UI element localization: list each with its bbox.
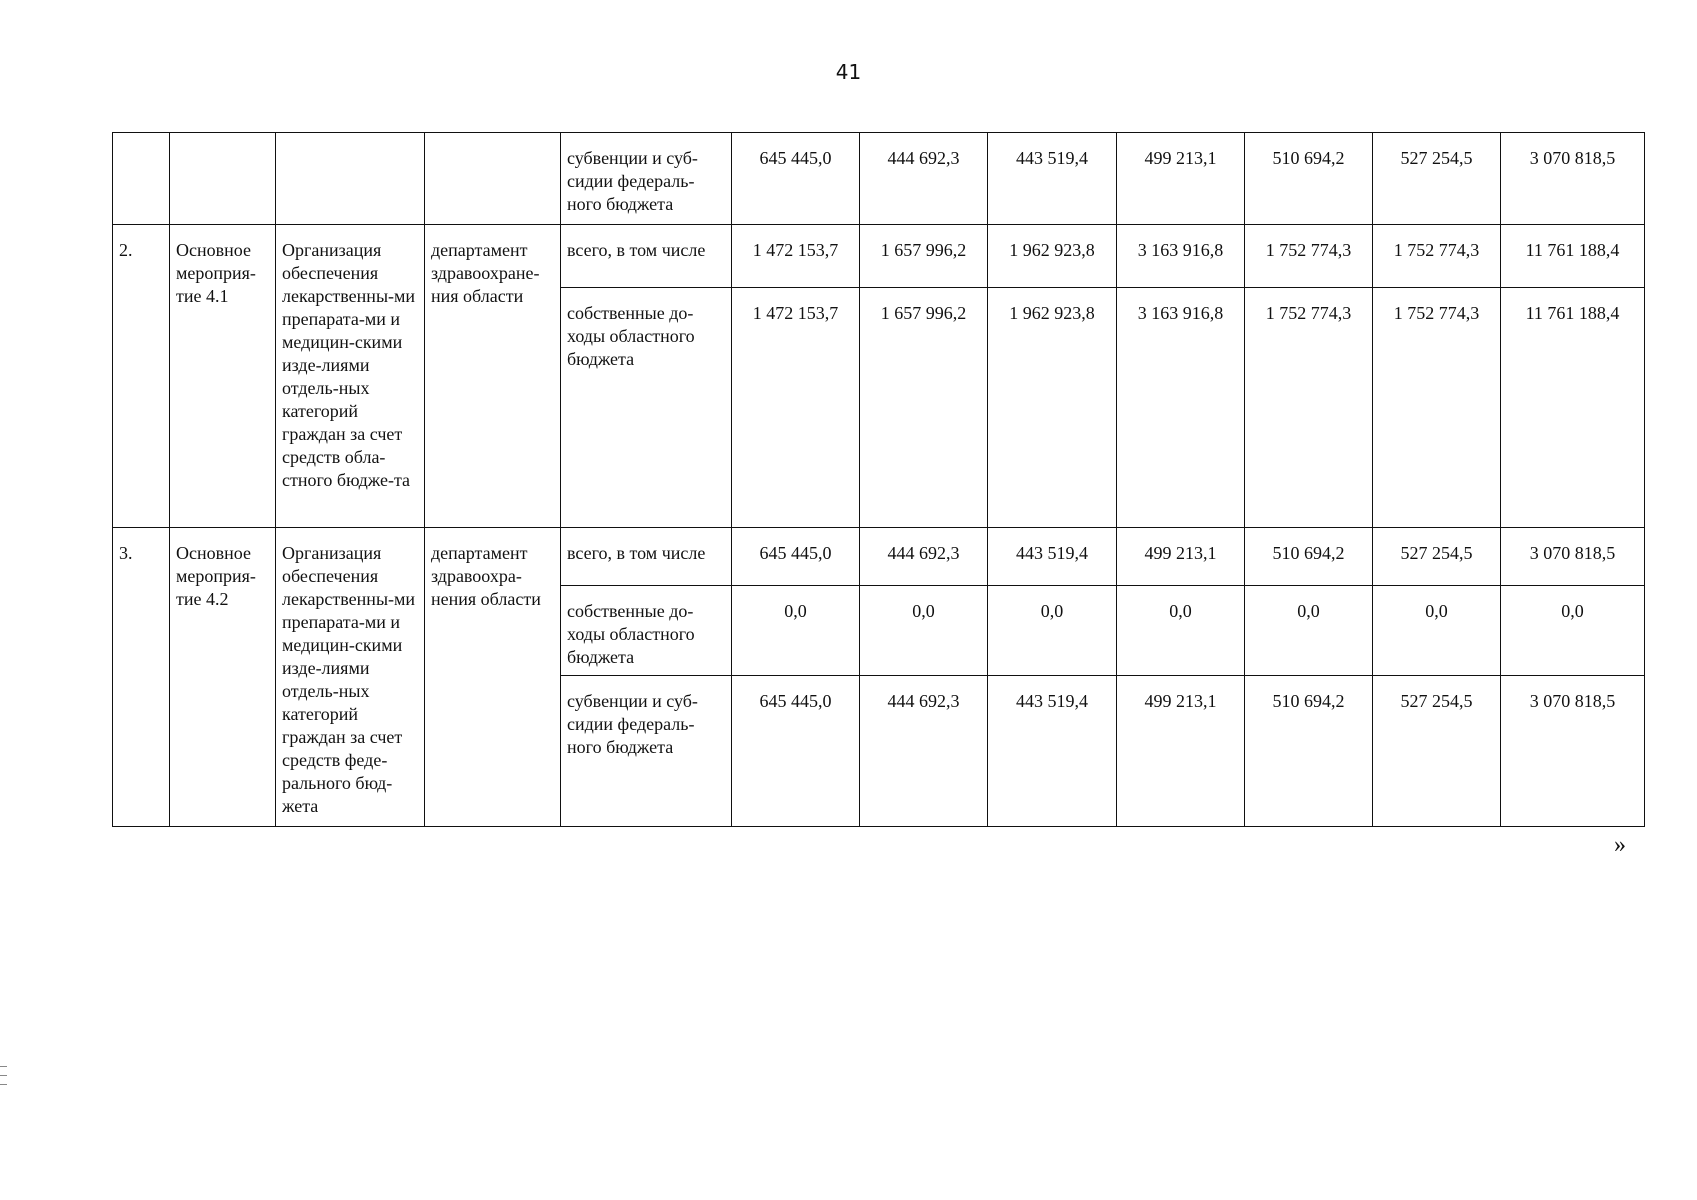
value-cell: 444 692,3 (860, 676, 988, 827)
value-cell: 510 694,2 (1245, 133, 1373, 225)
funding-source-cell: собственные до-ходы областного бюджета (561, 586, 732, 676)
value-cell: 1 657 996,2 (860, 225, 988, 288)
value-cell: 0,0 (1373, 586, 1501, 676)
funding-source-cell: всего, в том числе (561, 225, 732, 288)
total-value-cell: 0,0 (1501, 586, 1645, 676)
number-cell: 3. (113, 528, 170, 827)
value-cell: 0,0 (732, 586, 860, 676)
funding-source-cell: собственные до-ходы областного бюджета (561, 288, 732, 528)
number-cell: 2. (113, 225, 170, 528)
value-cell: 1 657 996,2 (860, 288, 988, 528)
value-cell: 1 962 923,8 (988, 225, 1117, 288)
description-cell (276, 133, 425, 225)
total-value-cell: 3 070 818,5 (1501, 133, 1645, 225)
funding-source-cell: всего, в том числе (561, 528, 732, 586)
measure-type-cell: Основное мероприя-тие 4.2 (170, 528, 276, 827)
value-cell: 499 213,1 (1117, 676, 1245, 827)
table-row (113, 528, 1645, 586)
value-cell: 645 445,0 (732, 528, 860, 586)
value-cell: 0,0 (860, 586, 988, 676)
funding-source-cell: субвенции и суб-сидии федераль-ного бюджета (561, 133, 732, 225)
value-cell: 510 694,2 (1245, 528, 1373, 586)
value-cell: 1 752 774,3 (1245, 225, 1373, 288)
value-cell: 1 472 153,7 (732, 288, 860, 528)
value-cell: 0,0 (1245, 586, 1373, 676)
value-cell: 3 163 916,8 (1117, 288, 1245, 528)
value-cell: 527 254,5 (1373, 133, 1501, 225)
total-value-cell: 11 761 188,4 (1501, 288, 1645, 528)
total-value-cell: 3 070 818,5 (1501, 528, 1645, 586)
value-cell: 1 962 923,8 (988, 288, 1117, 528)
number-cell (113, 133, 170, 225)
value-cell: 3 163 916,8 (1117, 225, 1245, 288)
value-cell: 1 752 774,3 (1245, 288, 1373, 528)
scan-edge-mark (0, 1075, 7, 1076)
table-row (113, 133, 1645, 225)
page-number: 41 (835, 60, 862, 84)
value-cell: 1 472 153,7 (732, 225, 860, 288)
description-cell: Организация обеспечения лекарственны-ми препарата-ми и медицин-скими изде-лиями отдель-ных категорий граждан за счет средств феде-рального бюд-жета (276, 528, 425, 827)
total-value-cell: 3 070 818,5 (1501, 676, 1645, 827)
value-cell: 1 752 774,3 (1373, 225, 1501, 288)
executor-cell (425, 133, 561, 225)
value-cell: 645 445,0 (732, 133, 860, 225)
value-cell: 0,0 (988, 586, 1117, 676)
value-cell: 527 254,5 (1373, 528, 1501, 586)
value-cell: 499 213,1 (1117, 133, 1245, 225)
table-row (113, 225, 1645, 288)
executor-cell: департамент здравоохра-нения области (425, 528, 561, 827)
value-cell: 443 519,4 (988, 133, 1117, 225)
value-cell: 443 519,4 (988, 528, 1117, 586)
value-cell: 1 752 774,3 (1373, 288, 1501, 528)
budget-table (112, 132, 1645, 827)
closing-quote: » (1614, 832, 1626, 858)
value-cell: 444 692,3 (860, 528, 988, 586)
value-cell: 527 254,5 (1373, 676, 1501, 827)
scan-edge-mark (0, 1066, 7, 1067)
value-cell: 510 694,2 (1245, 676, 1373, 827)
value-cell: 0,0 (1117, 586, 1245, 676)
funding-source-cell: субвенции и суб-сидии федераль-ного бюджета (561, 676, 732, 827)
value-cell: 444 692,3 (860, 133, 988, 225)
executor-cell: департамент здравоохране-ния области (425, 225, 561, 528)
scan-edge-mark (0, 1084, 7, 1085)
value-cell: 499 213,1 (1117, 528, 1245, 586)
value-cell: 443 519,4 (988, 676, 1117, 827)
total-value-cell: 11 761 188,4 (1501, 225, 1645, 288)
measure-type-cell: Основное мероприя-тие 4.1 (170, 225, 276, 528)
measure-type-cell (170, 133, 276, 225)
description-cell: Организация обеспечения лекарственны-ми препарата-ми и медицин-скими изде-лиями отдель-ных категорий граждан за счет средств обла-стного бюдже-та (276, 225, 425, 528)
value-cell: 645 445,0 (732, 676, 860, 827)
